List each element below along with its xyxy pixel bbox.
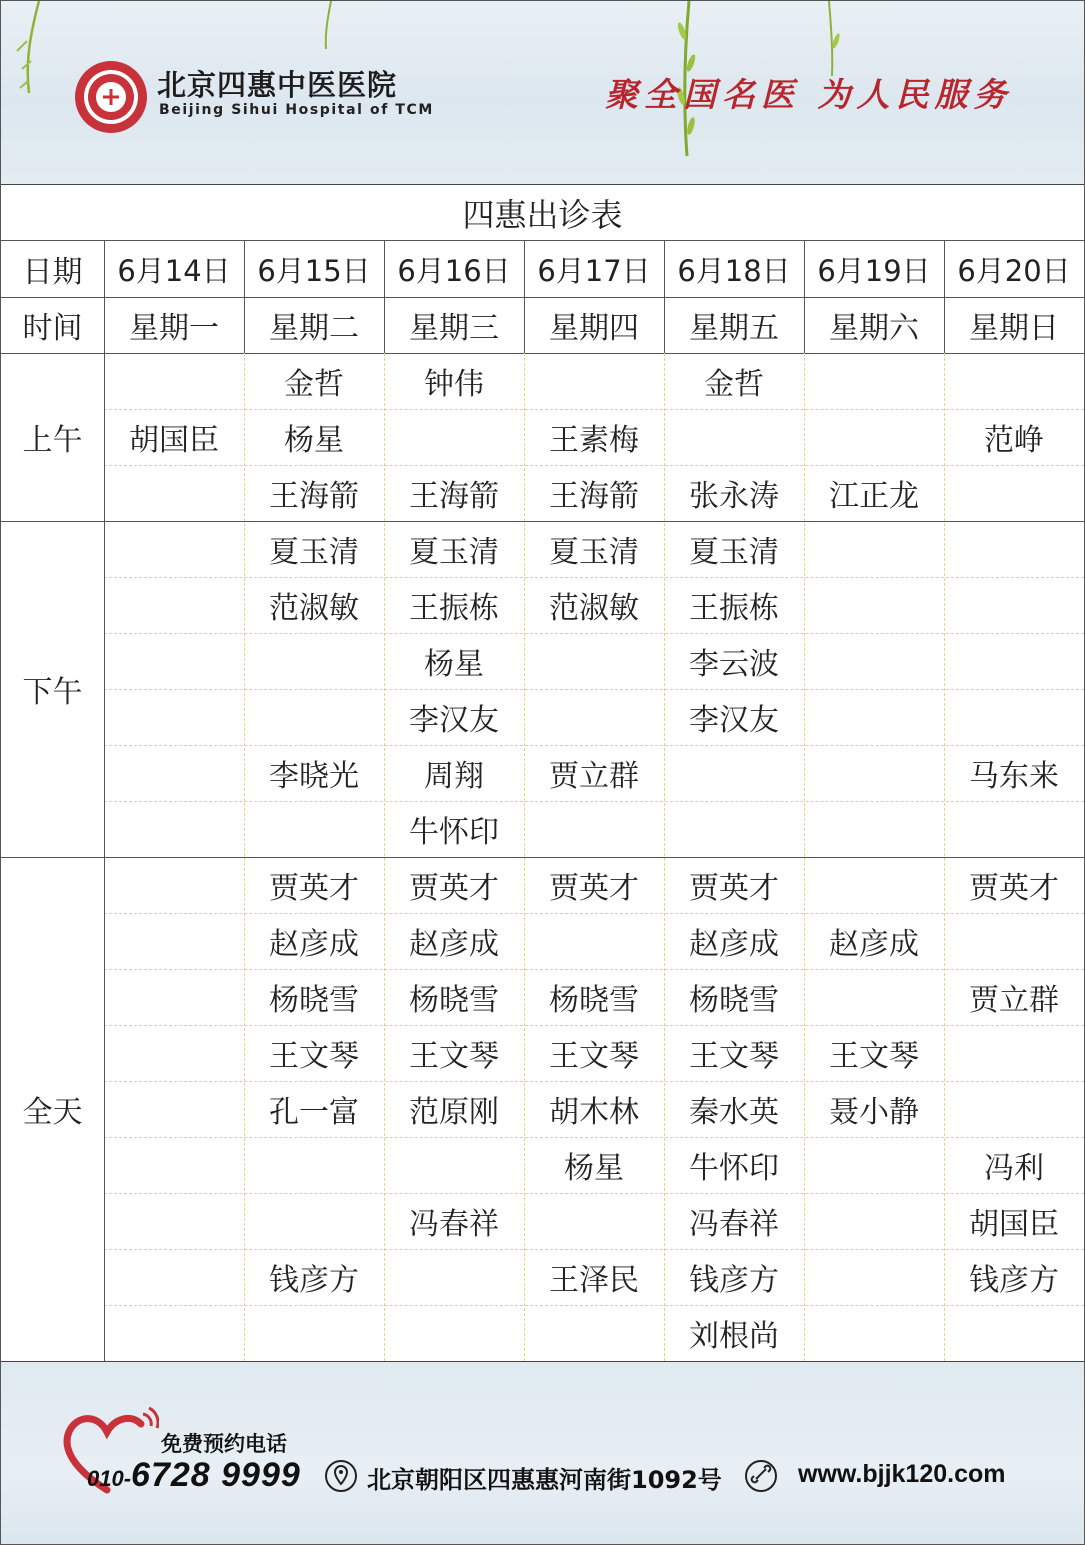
row-divider-dashed <box>104 913 1084 914</box>
doctor-cell: 赵彦成 <box>409 927 499 962</box>
doctor-cell: 冯春祥 <box>689 1207 779 1242</box>
doctor-cell: 杨晓雪 <box>269 983 359 1018</box>
doctor-cell: 王素梅 <box>549 423 639 458</box>
doctor-cell: 李汉友 <box>689 703 779 738</box>
weekday-header: 星期三 <box>409 311 499 346</box>
doctor-cell: 王振栋 <box>689 591 779 626</box>
column-divider <box>804 241 805 353</box>
column-divider-dashed <box>944 353 945 1361</box>
time-label: 时间 <box>22 311 83 346</box>
doctor-cell: 马东来 <box>969 759 1059 794</box>
doctor-cell: 牛怀印 <box>689 1151 779 1186</box>
row-divider-dashed <box>104 1193 1084 1194</box>
row-divider-dashed <box>104 465 1084 466</box>
phone-prefix: 010- <box>87 1466 132 1491</box>
row-divider-dashed <box>104 1305 1084 1306</box>
doctor-cell: 李晓光 <box>269 759 359 794</box>
website-link[interactable]: www.bjjk120.com <box>798 1460 1006 1488</box>
doctor-cell: 夏玉清 <box>409 535 499 570</box>
doctor-cell: 胡国臣 <box>969 1207 1059 1242</box>
location-pin-icon <box>325 1458 357 1494</box>
column-divider <box>384 241 385 353</box>
row-divider-dashed <box>104 1025 1084 1026</box>
doctor-cell: 贾英才 <box>969 871 1059 906</box>
doctor-cell: 杨星 <box>284 423 344 458</box>
session-label: 下午 <box>22 675 83 710</box>
doctor-cell: 范原刚 <box>409 1095 499 1130</box>
doctor-cell: 范峥 <box>984 423 1044 458</box>
doctor-cell: 王海箭 <box>549 479 639 514</box>
date-header: 6月16日 <box>397 253 511 288</box>
weekday-header: 星期四 <box>549 311 639 346</box>
date-label: 日期 <box>22 255 83 290</box>
doctor-cell: 周翔 <box>424 759 484 794</box>
doctor-cell: 钱彦方 <box>269 1263 359 1298</box>
row-divider-dashed <box>104 577 1084 578</box>
phone-number[interactable] <box>87 1456 301 1495</box>
link-icon <box>744 1458 778 1494</box>
doctor-cell: 杨晓雪 <box>689 983 779 1018</box>
doctor-cell: 钱彦方 <box>969 1263 1059 1298</box>
doctor-cell: 刘根尚 <box>689 1319 779 1354</box>
doctor-cell: 江正龙 <box>829 479 919 514</box>
booking-label: 免费预约电话 <box>161 1432 287 1456</box>
hospital-name-en: Beijing Sihui Hospital of TCM <box>159 102 434 118</box>
slogan: 聚全国名医 为人民服务 <box>605 75 1013 114</box>
doctor-cell: 王文琴 <box>409 1039 499 1074</box>
session-label: 全天 <box>22 1095 83 1130</box>
column-divider-dashed <box>384 353 385 1361</box>
doctor-cell: 赵彦成 <box>689 927 779 962</box>
doctor-cell: 胡木林 <box>549 1095 639 1130</box>
doctor-cell: 王海箭 <box>269 479 359 514</box>
doctor-cell: 王海箭 <box>409 479 499 514</box>
row-divider-dashed <box>104 801 1084 802</box>
header-banner <box>1 1 1084 185</box>
doctor-cell: 贾英才 <box>269 871 359 906</box>
weekday-header: 星期五 <box>689 311 779 346</box>
row-divider-dashed <box>104 969 1084 970</box>
column-divider-dashed <box>524 353 525 1361</box>
doctor-cell: 杨晓雪 <box>549 983 639 1018</box>
hospital-logo-icon <box>73 59 149 135</box>
session-label: 上午 <box>22 423 83 458</box>
doctor-cell: 王文琴 <box>549 1039 639 1074</box>
row-divider-dashed <box>104 409 1084 410</box>
doctor-cell: 夏玉清 <box>269 535 359 570</box>
doctor-cell: 夏玉清 <box>549 535 639 570</box>
row-divider-dashed <box>104 689 1084 690</box>
column-divider <box>664 241 665 353</box>
column-divider-dashed <box>244 353 245 1361</box>
doctor-cell: 夏玉清 <box>689 535 779 570</box>
doctor-cell: 贾英才 <box>549 871 639 906</box>
hospital-name-cn: 北京四惠中医医院 <box>157 68 398 102</box>
date-header: 6月18日 <box>677 253 791 288</box>
doctor-cell: 王文琴 <box>829 1039 919 1074</box>
weekday-header: 星期二 <box>269 311 359 346</box>
row-divider <box>1 353 1084 354</box>
date-header: 6月19日 <box>817 253 931 288</box>
doctor-cell: 聂小静 <box>829 1095 919 1130</box>
doctor-cell: 贾立群 <box>549 759 639 794</box>
doctor-cell: 王泽民 <box>549 1263 639 1298</box>
doctor-cell: 王文琴 <box>269 1039 359 1074</box>
row-divider-dashed <box>104 1081 1084 1082</box>
doctor-cell: 冯利 <box>984 1151 1044 1186</box>
schedule-table <box>1 185 1084 1360</box>
weekday-header: 星期日 <box>969 311 1059 346</box>
doctor-cell: 钱彦方 <box>689 1263 779 1298</box>
column-divider-dashed <box>664 353 665 1361</box>
doctor-cell: 金哲 <box>284 367 344 402</box>
doctor-cell: 范淑敏 <box>269 591 359 626</box>
column-divider <box>524 241 525 353</box>
weekday-header: 星期一 <box>129 311 219 346</box>
doctor-cell: 贾立群 <box>969 983 1059 1018</box>
doctor-cell: 杨星 <box>564 1151 624 1186</box>
doctor-cell: 赵彦成 <box>829 927 919 962</box>
doctor-cell: 杨星 <box>424 647 484 682</box>
doctor-cell: 赵彦成 <box>269 927 359 962</box>
doctor-cell: 钟伟 <box>424 367 484 402</box>
date-header: 6月17日 <box>537 253 651 288</box>
doctor-cell: 李云波 <box>689 647 779 682</box>
date-header: 6月15日 <box>257 253 371 288</box>
doctor-cell: 贾英才 <box>689 871 779 906</box>
row-divider <box>1 297 1084 298</box>
doctor-cell: 李汉友 <box>409 703 499 738</box>
doctor-cell: 王振栋 <box>409 591 499 626</box>
column-divider <box>244 241 245 353</box>
schedule-title: 四惠出诊表 <box>1 185 1084 241</box>
doctor-cell: 牛怀印 <box>409 815 499 850</box>
row-divider-dashed <box>104 1249 1084 1250</box>
date-header: 6月14日 <box>117 253 231 288</box>
doctor-cell: 金哲 <box>704 367 764 402</box>
row-divider-dashed <box>104 633 1084 634</box>
date-header: 6月20日 <box>957 253 1071 288</box>
doctor-cell: 贾英才 <box>409 871 499 906</box>
doctor-cell: 范淑敏 <box>549 591 639 626</box>
row-divider-dashed <box>104 1137 1084 1138</box>
doctor-cell: 孔一富 <box>269 1095 359 1130</box>
doctor-cell: 杨晓雪 <box>409 983 499 1018</box>
column-divider-dashed <box>804 353 805 1361</box>
doctor-cell: 胡国臣 <box>129 423 219 458</box>
doctor-cell: 秦水英 <box>689 1095 779 1130</box>
doctor-cell: 冯春祥 <box>409 1207 499 1242</box>
footer-contact-bar <box>1 1361 1084 1545</box>
row-divider-dashed <box>104 745 1084 746</box>
doctor-cell: 王文琴 <box>689 1039 779 1074</box>
address: 北京朝阳区四惠惠河南街1092号 <box>367 1466 722 1494</box>
phone-digits: 6728 9999 <box>131 1456 301 1494</box>
weekday-header: 星期六 <box>829 311 919 346</box>
column-divider <box>944 241 945 353</box>
doctor-cell: 张永涛 <box>689 479 779 514</box>
column-divider <box>104 241 105 1361</box>
